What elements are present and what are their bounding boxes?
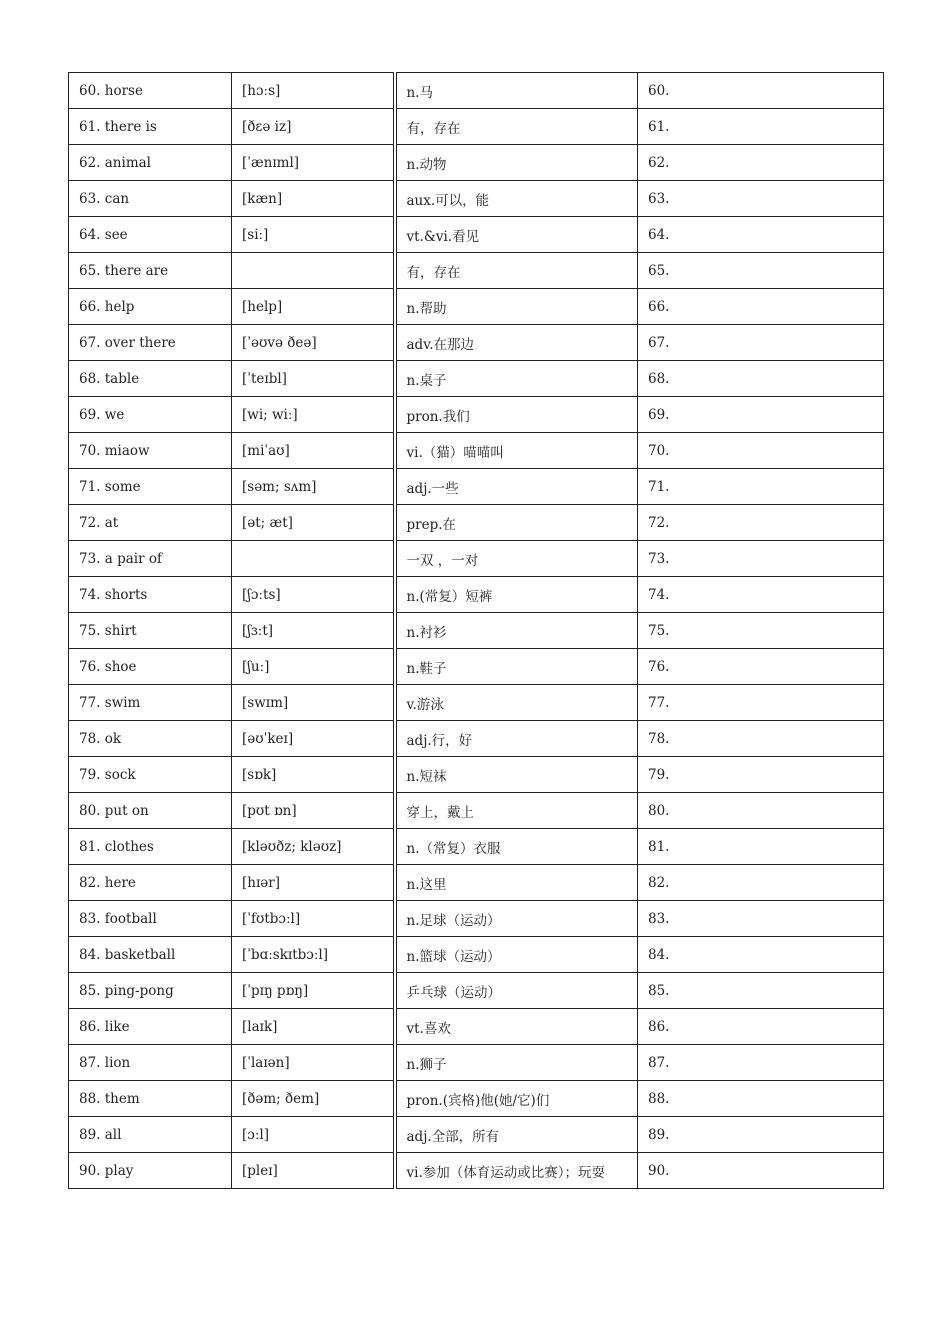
answer-cell: 90. (638, 1153, 884, 1189)
phonetic-cell: [swɪm] (232, 685, 395, 721)
word-cell: 86. like (69, 1009, 232, 1045)
phonetic-cell: [pleɪ] (232, 1153, 395, 1189)
answer-cell: 66. (638, 289, 884, 325)
table-row (69, 937, 884, 973)
table-row (69, 757, 884, 793)
word-cell: 90. play (69, 1153, 232, 1189)
answer-cell: 68. (638, 361, 884, 397)
word-cell: 83. football (69, 901, 232, 937)
meaning-cell: n.（常复）衣服 (395, 829, 638, 865)
table-row (69, 1081, 884, 1117)
table-row (69, 829, 884, 865)
word-cell: 67. over there (69, 325, 232, 361)
word-cell: 68. table (69, 361, 232, 397)
table-row (69, 325, 884, 361)
word-cell: 64. see (69, 217, 232, 253)
meaning-cell: n.衬衫 (395, 613, 638, 649)
meaning-cell: n.鞋子 (395, 649, 638, 685)
phonetic-cell: [pʊt ɒn] (232, 793, 395, 829)
phonetic-cell: [ˈpɪŋ pɒŋ] (232, 973, 395, 1009)
word-cell: 74. shorts (69, 577, 232, 613)
answer-cell: 84. (638, 937, 884, 973)
table-row (69, 613, 884, 649)
meaning-cell: adj.一些 (395, 469, 638, 505)
word-cell: 69. we (69, 397, 232, 433)
answer-cell: 78. (638, 721, 884, 757)
answer-cell: 88. (638, 1081, 884, 1117)
word-cell: 76. shoe (69, 649, 232, 685)
phonetic-cell: [sɒk] (232, 757, 395, 793)
meaning-cell: vt.喜欢 (395, 1009, 638, 1045)
phonetic-cell: [kləʊðz; kləʊz] (232, 829, 395, 865)
meaning-cell: n.狮子 (395, 1045, 638, 1081)
table-row (69, 1153, 884, 1189)
answer-cell: 72. (638, 505, 884, 541)
table-row (69, 505, 884, 541)
meaning-cell: 有，存在 (395, 253, 638, 289)
table-row (69, 109, 884, 145)
table-row (69, 685, 884, 721)
answer-cell: 61. (638, 109, 884, 145)
phonetic-cell: [miˈaʊ] (232, 433, 395, 469)
meaning-cell: adj.行，好 (395, 721, 638, 757)
word-cell: 72. at (69, 505, 232, 541)
phonetic-cell: [hɔːs] (232, 73, 395, 109)
table-row (69, 73, 884, 109)
answer-cell: 86. (638, 1009, 884, 1045)
phonetic-cell: [ðəm; ðem] (232, 1081, 395, 1117)
phonetic-cell: [ʃuː] (232, 649, 395, 685)
table-row (69, 865, 884, 901)
meaning-cell: n.动物 (395, 145, 638, 181)
word-cell: 89. all (69, 1117, 232, 1153)
meaning-cell: pron.(宾格)他(她/它)们 (395, 1081, 638, 1117)
answer-cell: 69. (638, 397, 884, 433)
meaning-cell: vt.&vi.看见 (395, 217, 638, 253)
table-row (69, 793, 884, 829)
phonetic-cell: [ʃɔːts] (232, 577, 395, 613)
answer-cell: 85. (638, 973, 884, 1009)
table-row (69, 1117, 884, 1153)
meaning-cell: n.马 (395, 73, 638, 109)
phonetic-cell: [ðɛə iz] (232, 109, 395, 145)
table-row (69, 649, 884, 685)
answer-cell: 75. (638, 613, 884, 649)
word-cell: 84. basketball (69, 937, 232, 973)
meaning-cell: 乒乓球（运动） (395, 973, 638, 1009)
answer-cell: 87. (638, 1045, 884, 1081)
word-cell: 87. lion (69, 1045, 232, 1081)
table-row (69, 397, 884, 433)
table-row (69, 541, 884, 577)
table-row (69, 1009, 884, 1045)
table-row (69, 217, 884, 253)
meaning-cell: adj.全部，所有 (395, 1117, 638, 1153)
table-row (69, 1045, 884, 1081)
word-cell: 85. ping-pong (69, 973, 232, 1009)
word-cell: 66. help (69, 289, 232, 325)
phonetic-cell: [ˈlaɪən] (232, 1045, 395, 1081)
meaning-cell: vi.参加（体育运动或比赛）；玩耍 (395, 1153, 638, 1189)
table-row (69, 145, 884, 181)
answer-cell: 62. (638, 145, 884, 181)
phonetic-cell: [laɪk] (232, 1009, 395, 1045)
phonetic-cell: [help] (232, 289, 395, 325)
phonetic-cell: [ˈænɪml] (232, 145, 395, 181)
meaning-cell: adv.在那边 (395, 325, 638, 361)
answer-cell: 65. (638, 253, 884, 289)
table-row (69, 181, 884, 217)
table-row (69, 469, 884, 505)
answer-cell: 76. (638, 649, 884, 685)
phonetic-cell (232, 541, 395, 577)
table-row (69, 721, 884, 757)
meaning-cell: prep.在 (395, 505, 638, 541)
word-cell: 80. put on (69, 793, 232, 829)
answer-cell: 60. (638, 73, 884, 109)
phonetic-cell: [ˈfʊtbɔːl] (232, 901, 395, 937)
word-cell: 61. there is (69, 109, 232, 145)
meaning-cell: vi.（猫）喵喵叫 (395, 433, 638, 469)
table-row (69, 433, 884, 469)
answer-cell: 73. (638, 541, 884, 577)
meaning-cell: aux.可以，能 (395, 181, 638, 217)
word-cell: 63. can (69, 181, 232, 217)
word-cell: 62. animal (69, 145, 232, 181)
word-cell: 82. here (69, 865, 232, 901)
meaning-cell: 有，存在 (395, 109, 638, 145)
word-cell: 75. shirt (69, 613, 232, 649)
word-cell: 88. them (69, 1081, 232, 1117)
answer-cell: 89. (638, 1117, 884, 1153)
meaning-cell: n.篮球（运动） (395, 937, 638, 973)
phonetic-cell: [səm; sʌm] (232, 469, 395, 505)
phonetic-cell: [ˈəʊvə ðeə] (232, 325, 395, 361)
phonetic-cell: [wi; wiː] (232, 397, 395, 433)
vocabulary-table (68, 72, 884, 1189)
phonetic-cell: [hɪər] (232, 865, 395, 901)
meaning-cell: n.帮助 (395, 289, 638, 325)
word-cell: 81. clothes (69, 829, 232, 865)
phonetic-cell (232, 253, 395, 289)
meaning-cell: 穿上，戴上 (395, 793, 638, 829)
phonetic-cell: [əʊˈkeɪ] (232, 721, 395, 757)
meaning-cell: n.(常复）短裤 (395, 577, 638, 613)
answer-cell: 70. (638, 433, 884, 469)
vocabulary-table-body (69, 73, 884, 1189)
answer-cell: 63. (638, 181, 884, 217)
word-cell: 73. a pair of (69, 541, 232, 577)
phonetic-cell: [siː] (232, 217, 395, 253)
table-row (69, 901, 884, 937)
phonetic-cell: [ɔːl] (232, 1117, 395, 1153)
phonetic-cell: [ət; æt] (232, 505, 395, 541)
phonetic-cell: [ˈteɪbl] (232, 361, 395, 397)
word-cell: 60. horse (69, 73, 232, 109)
table-row (69, 289, 884, 325)
word-cell: 70. miaow (69, 433, 232, 469)
table-row (69, 577, 884, 613)
answer-cell: 77. (638, 685, 884, 721)
word-cell: 71. some (69, 469, 232, 505)
meaning-cell: pron.我们 (395, 397, 638, 433)
meaning-cell: n.桌子 (395, 361, 638, 397)
meaning-cell: 一双 ，一对 (395, 541, 638, 577)
table-row (69, 973, 884, 1009)
answer-cell: 74. (638, 577, 884, 613)
word-cell: 79. sock (69, 757, 232, 793)
answer-cell: 80. (638, 793, 884, 829)
answer-cell: 79. (638, 757, 884, 793)
word-cell: 78. ok (69, 721, 232, 757)
answer-cell: 82. (638, 865, 884, 901)
meaning-cell: n.短袜 (395, 757, 638, 793)
table-row (69, 253, 884, 289)
answer-cell: 83. (638, 901, 884, 937)
word-cell: 77. swim (69, 685, 232, 721)
phonetic-cell: [kæn] (232, 181, 395, 217)
meaning-cell: v.游泳 (395, 685, 638, 721)
word-cell: 65. there are (69, 253, 232, 289)
meaning-cell: n.足球（运动） (395, 901, 638, 937)
phonetic-cell: [ʃɜːt] (232, 613, 395, 649)
answer-cell: 81. (638, 829, 884, 865)
answer-cell: 71. (638, 469, 884, 505)
meaning-cell: n.这里 (395, 865, 638, 901)
answer-cell: 67. (638, 325, 884, 361)
answer-cell: 64. (638, 217, 884, 253)
phonetic-cell: [ˈbɑːskɪtbɔːl] (232, 937, 395, 973)
table-row (69, 361, 884, 397)
